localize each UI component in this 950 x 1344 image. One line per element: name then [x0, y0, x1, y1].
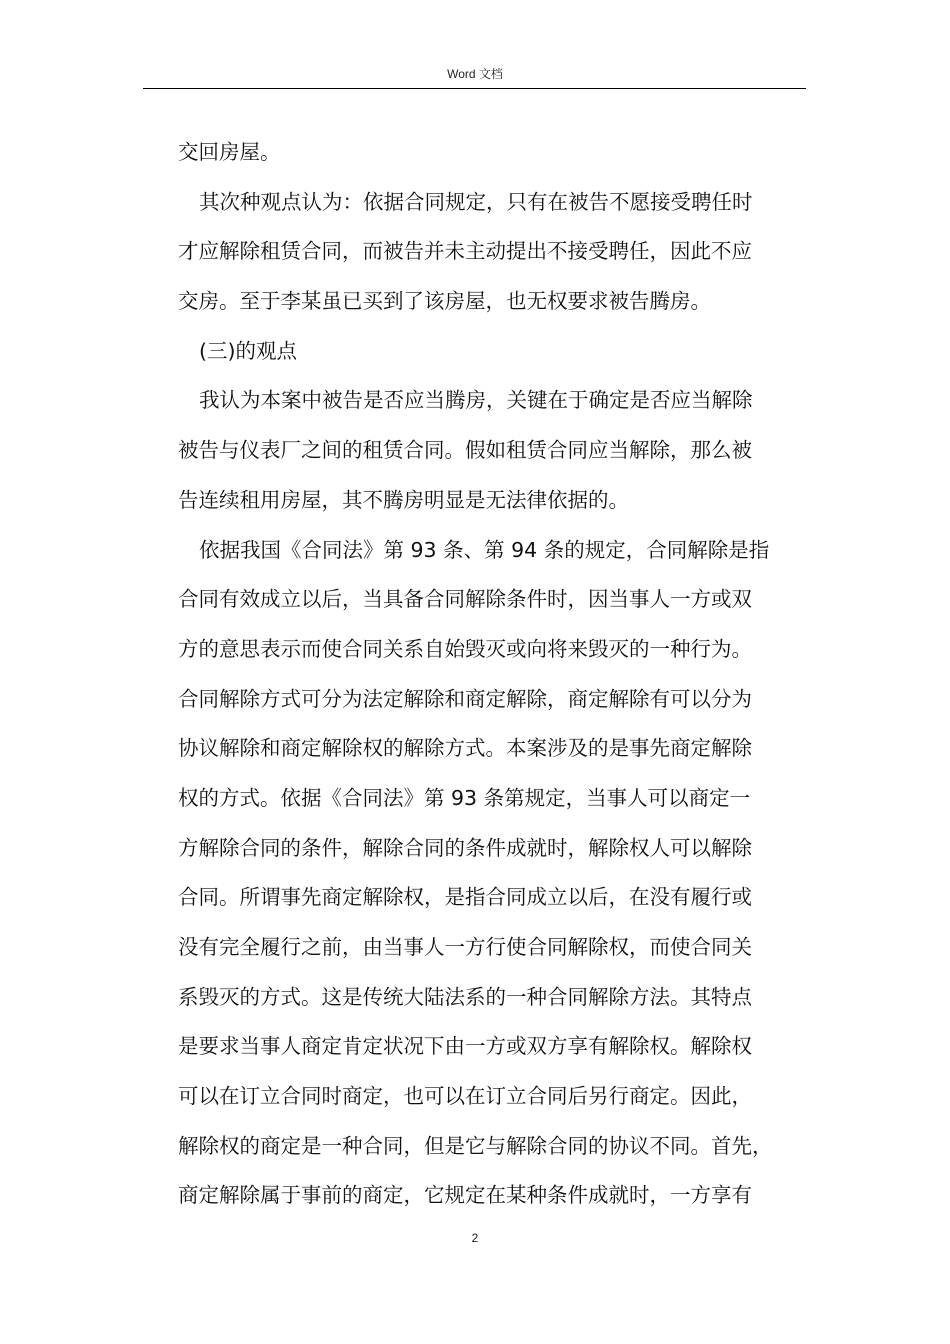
body-line: 依据我国《合同法》第 93 条、第 94 条的规定，合同解除是指 — [199, 537, 770, 562]
body-line: 合同。所谓事先商定解除权，是指合同成立以后，在没有履行或 — [178, 885, 752, 910]
body-line: 其次种观点认为：依据合同规定，只有在被告不愿接受聘任时 — [199, 189, 753, 214]
body-line: 才应解除租赁合同，而被告并未主动提出不接受聘任，因此不应 — [178, 239, 752, 264]
body-line: 方的意思表示而使合同关系自始毁灭或向将来毁灭的一种行为。 — [178, 636, 752, 661]
page-header: Word 文档 — [447, 67, 503, 81]
body-line: 没有完全履行之前，由当事人一方行使合同解除权，而使合同关 — [178, 935, 752, 959]
body-line: 是要求当事人商定肯定状况下由一方或双方享有解除权。解除权 — [178, 1034, 752, 1059]
body-line: 商定解除属于事前的商定，它规定在某种条件成就时，一方享有 — [178, 1183, 752, 1208]
body-line: 交回房屋。 — [178, 140, 281, 164]
body-line: 协议解除和商定解除权的解除方式。本案涉及的是事先商定解除 — [178, 736, 752, 761]
body-line: 系毁灭的方式。这是传统大陆法系的一种合同解除方法。其特点 — [178, 984, 752, 1009]
body-line: 解除权的商定是一种合同，但是它与解除合同的协议不同。首先， — [178, 1133, 773, 1158]
body-line: 交房。至于李某虽已买到了该房屋，也无权要求被告腾房。 — [178, 289, 711, 314]
section-heading: (三)的观点 — [199, 338, 297, 363]
body-line: 告连续租用房屋，其不腾房明显是无法律依据的。 — [178, 487, 629, 512]
body-line: 权的方式。依据《合同法》第 93 条第规定，当事人可以商定一 — [178, 785, 751, 810]
body-line: 合同有效成立以后，当具备合同解除条件时，因当事人一方或双 — [178, 587, 752, 612]
body-line: 我认为本案中被告是否应当腾房，关键在于确定是否应当解除 — [199, 388, 753, 413]
body-line: 被告与仪表厂之间的租赁合同。假如租赁合同应当解除，那么被 — [178, 438, 752, 463]
body-line: 方解除合同的条件，解除合同的条件成就时，解除权人可以解除 — [178, 835, 752, 860]
body-line: 合同解除方式可分为法定解除和商定解除，商定解除有可以分为 — [178, 686, 752, 711]
document-body — [178, 128, 808, 1221]
body-line: 可以在订立合同时商定，也可以在订立合同后另行商定。因此， — [178, 1084, 752, 1109]
page-number: 2 — [471, 1231, 479, 1245]
header-divider — [143, 88, 806, 89]
